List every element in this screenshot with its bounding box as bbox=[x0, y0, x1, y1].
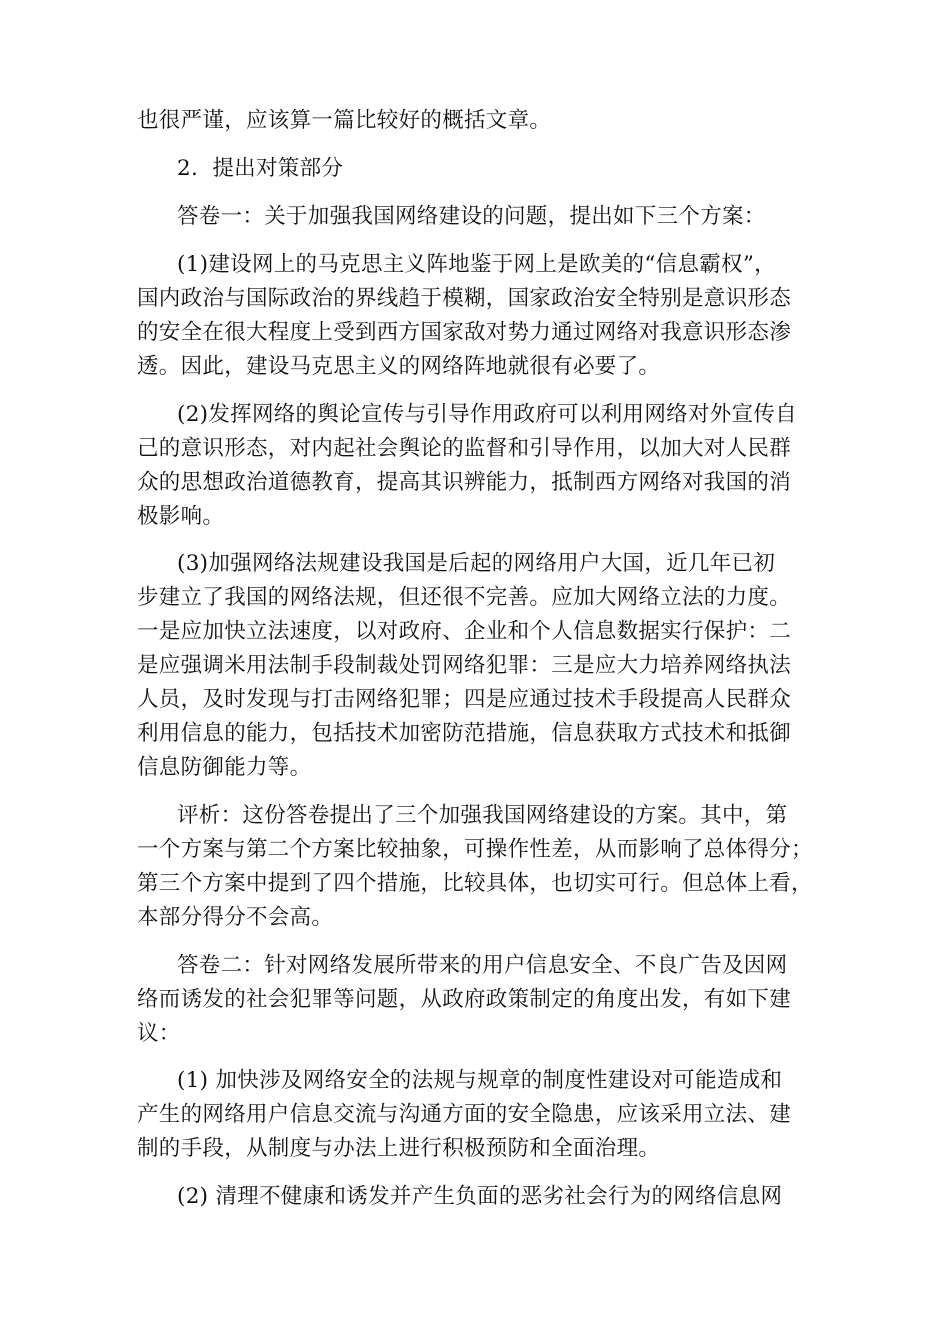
text-line: 议： bbox=[137, 1021, 181, 1046]
text-line: (1) 加快涉及网络安全的法规与规章的制度性建设对可能造成和 bbox=[177, 1068, 783, 1093]
text-line: 众的思想政治道德教育，提高其识辨能力，抵制西方网络对我国的消 bbox=[137, 470, 792, 495]
text-line: 一是应加快立法速度，以对政府、企业和个人信息数据实行保护：二 bbox=[137, 619, 792, 644]
text-line: (2)发挥网络的舆论宣传与引导作用政府可以利用网络对外宣传自 bbox=[177, 402, 797, 427]
text-line: (2) 清理不健康和诱发并产生负面的恶劣社会行为的网络信息网 bbox=[177, 1184, 783, 1209]
text-line: 是应强调米用法制手段制裁处罚网络犯罪：三是应大力培养网络执法 bbox=[137, 653, 792, 678]
text-line: (3)加强网络法规建设我国是后起的网络用户大国，近几年已初 bbox=[177, 551, 776, 576]
text-line: (1)建设网上的马克思主义阵地鉴于网上是欧美的“信息霸权”， bbox=[177, 252, 776, 277]
text-line: 一个方案与第二个方案比较抽象，可操作性差，从而影响了总体得分； bbox=[137, 837, 813, 862]
text-line: 也很严谨，应该算一篇比较好的概括文章。 bbox=[137, 108, 552, 133]
text-line: 步建立了我国的网络法规，但还很不完善。应加大网络立法的力度。 bbox=[137, 585, 792, 610]
text-line: 产生的网络用户信息交流与沟通方面的安全隐患，应该采用立法、建 bbox=[137, 1102, 792, 1127]
text-line: 国内政治与国际政治的界线趋于模糊，国家政治安全特别是意识形态 bbox=[137, 286, 792, 311]
text-line: 信息防御能力等。 bbox=[137, 755, 312, 780]
text-line: 答卷一：关于加强我国网络建设的问题，提出如下三个方案： bbox=[177, 204, 766, 229]
text-line: 本部分得分不会高。 bbox=[137, 905, 334, 930]
text-line: 答卷二：针对网络发展所带来的用户信息安全、不良广告及因网 bbox=[177, 953, 788, 978]
text-line: 的安全在很大程度上受到西方国家敌对势力通过网络对我意识形态渗 bbox=[137, 320, 792, 345]
text-line: 人员，及时发现与打击网络犯罪；四是应通过技术手段提高人民群众 bbox=[137, 687, 792, 712]
text-line: 制的手段，从制度与办法上进行积极预防和全面治理。 bbox=[137, 1136, 661, 1161]
section-heading: 2. 提出对策部分 bbox=[177, 156, 344, 181]
text-line: 评析：这份答卷提出了三个加强我国网络建设的方案。其中，第 bbox=[177, 803, 788, 828]
text-line: 透。因此，建设马克思主义的网络阵地就很有必要了。 bbox=[137, 354, 661, 379]
text-line: 利用信息的能力，包括技术加密防范措施，信息获取方式技术和抵御 bbox=[137, 721, 792, 746]
text-line: 己的意识形态，对内起社会舆论的监督和引导作用，以加大对人民群 bbox=[137, 436, 792, 461]
text-line: 络而诱发的社会犯罪等问题，从政府政策制定的角度出发，有如下建 bbox=[137, 987, 792, 1012]
text-line: 第三个方案中提到了四个措施，比较具体，也切实可行。但总体上看， bbox=[137, 871, 813, 896]
text-line: 极影响。 bbox=[137, 504, 225, 529]
